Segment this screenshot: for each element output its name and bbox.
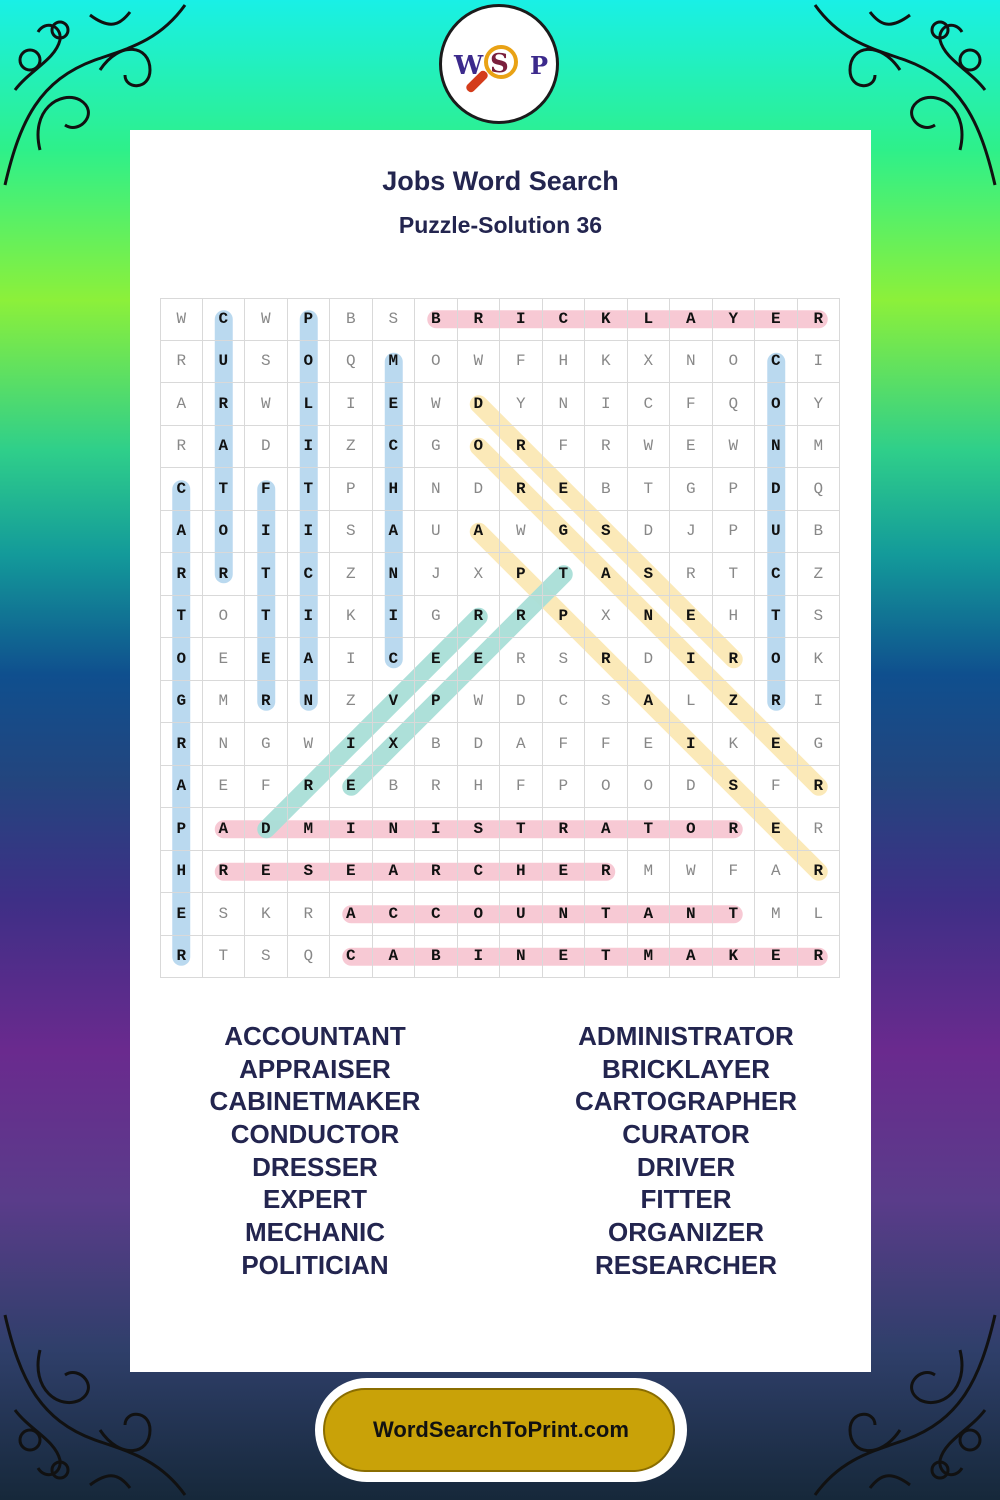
grid-cell[interactable]: M bbox=[798, 426, 841, 469]
site-name: WordSearchToPrint.com bbox=[373, 1417, 629, 1442]
grid-cell[interactable]: R bbox=[585, 851, 628, 894]
grid-cell[interactable]: A bbox=[160, 511, 203, 554]
grid-cell[interactable]: T bbox=[543, 553, 586, 596]
grid-cell[interactable]: E bbox=[755, 936, 798, 979]
grid-cell[interactable]: I bbox=[798, 681, 841, 724]
grid-cell[interactable]: H bbox=[160, 851, 203, 894]
grid-cell[interactable]: U bbox=[203, 341, 246, 384]
grid-cell[interactable]: I bbox=[373, 596, 416, 639]
grid-cell[interactable]: B bbox=[415, 936, 458, 979]
grid-cell[interactable]: D bbox=[628, 511, 671, 554]
grid-cell[interactable]: E bbox=[458, 638, 501, 681]
grid-cell[interactable]: L bbox=[670, 681, 713, 724]
grid-cell[interactable]: T bbox=[713, 893, 756, 936]
grid-cell[interactable]: E bbox=[755, 723, 798, 766]
grid-cell[interactable]: G bbox=[543, 511, 586, 554]
grid-cell[interactable]: T bbox=[628, 468, 671, 511]
grid-cell[interactable]: B bbox=[330, 298, 373, 341]
grid-cell[interactable]: D bbox=[755, 468, 798, 511]
grid-cell[interactable]: N bbox=[628, 596, 671, 639]
grid-cell[interactable]: R bbox=[160, 426, 203, 469]
grid-cell[interactable]: K bbox=[585, 298, 628, 341]
grid-cell[interactable]: D bbox=[458, 468, 501, 511]
word-list-item: CONDUCTOR bbox=[230, 1119, 400, 1150]
grid-cell[interactable]: N bbox=[755, 426, 798, 469]
grid-cell[interactable]: T bbox=[585, 893, 628, 936]
grid-cell[interactable]: D bbox=[500, 681, 543, 724]
grid-cell[interactable]: Q bbox=[798, 468, 841, 511]
grid-cell[interactable]: R bbox=[203, 383, 246, 426]
grid-cell[interactable]: P bbox=[713, 511, 756, 554]
word-list-item: CARTOGRAPHER bbox=[575, 1086, 797, 1117]
grid-cell[interactable]: R bbox=[500, 468, 543, 511]
grid-cell[interactable]: S bbox=[245, 936, 288, 979]
grid-cell[interactable]: E bbox=[543, 936, 586, 979]
grid-cell[interactable]: T bbox=[245, 553, 288, 596]
grid-cell[interactable]: I bbox=[330, 383, 373, 426]
word-list-left bbox=[130, 1020, 500, 1282]
grid-cell[interactable]: H bbox=[458, 766, 501, 809]
grid-cell[interactable]: A bbox=[670, 298, 713, 341]
grid-cell[interactable]: E bbox=[670, 426, 713, 469]
grid-cell[interactable]: P bbox=[500, 553, 543, 596]
grid-cell[interactable]: C bbox=[755, 341, 798, 384]
grid-cell[interactable]: B bbox=[415, 723, 458, 766]
grid-cell[interactable]: C bbox=[373, 638, 416, 681]
grid-cell[interactable]: E bbox=[203, 638, 246, 681]
grid-cell[interactable]: A bbox=[670, 936, 713, 979]
page-subtitle: Puzzle-Solution 36 bbox=[398, 212, 603, 238]
grid-cell[interactable]: O bbox=[458, 893, 501, 936]
grid-cell[interactable]: I bbox=[330, 638, 373, 681]
logo-letter-w: W bbox=[454, 51, 484, 81]
grid-cell[interactable]: E bbox=[160, 893, 203, 936]
grid-cell[interactable]: R bbox=[160, 553, 203, 596]
grid-cell[interactable]: R bbox=[500, 596, 543, 639]
wsp-logo[interactable] bbox=[439, 4, 559, 124]
grid-cell[interactable]: T bbox=[500, 808, 543, 851]
grid-cell[interactable]: S bbox=[245, 341, 288, 384]
grid-cell[interactable]: C bbox=[160, 468, 203, 511]
grid-cell[interactable]: T bbox=[203, 468, 246, 511]
grid-cell[interactable]: Z bbox=[330, 553, 373, 596]
grid-cell[interactable]: I bbox=[330, 808, 373, 851]
grid-cell[interactable]: R bbox=[798, 851, 841, 894]
grid-cell[interactable]: L bbox=[288, 383, 331, 426]
word-search-grid bbox=[160, 298, 840, 978]
grid-cell[interactable]: Z bbox=[713, 681, 756, 724]
grid-cell[interactable]: Q bbox=[288, 936, 331, 979]
grid-cell[interactable]: R bbox=[713, 808, 756, 851]
grid-cell[interactable]: R bbox=[500, 638, 543, 681]
grid-cell[interactable]: W bbox=[500, 511, 543, 554]
grid-cell[interactable]: J bbox=[670, 511, 713, 554]
grid-cell[interactable]: R bbox=[585, 426, 628, 469]
grid-cell[interactable]: H bbox=[713, 596, 756, 639]
grid-cell[interactable]: R bbox=[160, 341, 203, 384]
grid-cell[interactable]: A bbox=[330, 893, 373, 936]
grid-cell[interactable]: R bbox=[160, 936, 203, 979]
grid-cell[interactable]: T bbox=[245, 596, 288, 639]
grid-cell[interactable]: F bbox=[500, 766, 543, 809]
grid-cell[interactable]: D bbox=[458, 383, 501, 426]
grid-cell[interactable]: V bbox=[373, 681, 416, 724]
grid-cell[interactable]: X bbox=[458, 553, 501, 596]
grid-cell[interactable]: R bbox=[458, 298, 501, 341]
grid-cell[interactable]: Y bbox=[713, 298, 756, 341]
grid-cell[interactable]: C bbox=[415, 893, 458, 936]
grid-cell[interactable]: A bbox=[585, 808, 628, 851]
grid-cell[interactable]: E bbox=[373, 383, 416, 426]
grid-cell[interactable]: D bbox=[628, 638, 671, 681]
grid-cell[interactable]: P bbox=[543, 766, 586, 809]
grid-cell[interactable]: T bbox=[203, 936, 246, 979]
grid-cell[interactable]: M bbox=[373, 341, 416, 384]
grid-cell[interactable]: H bbox=[543, 341, 586, 384]
grid-cell[interactable]: F bbox=[713, 851, 756, 894]
word-list-item: DRIVER bbox=[636, 1151, 736, 1182]
grid-cell[interactable]: A bbox=[203, 426, 246, 469]
grid-cell[interactable]: K bbox=[585, 341, 628, 384]
grid-cell[interactable]: N bbox=[670, 341, 713, 384]
word-list-item: ORGANIZER bbox=[608, 1217, 764, 1248]
grid-cell[interactable]: F bbox=[245, 468, 288, 511]
grid-cell[interactable]: R bbox=[670, 553, 713, 596]
grid-cell[interactable]: O bbox=[203, 596, 246, 639]
grid-cell[interactable]: B bbox=[585, 468, 628, 511]
grid-cell[interactable]: S bbox=[628, 553, 671, 596]
grid-cell[interactable]: O bbox=[755, 383, 798, 426]
grid-cell[interactable]: F bbox=[755, 766, 798, 809]
grid-cell[interactable]: C bbox=[755, 553, 798, 596]
grid-cell[interactable]: P bbox=[543, 596, 586, 639]
grid-cell[interactable]: N bbox=[373, 808, 416, 851]
grid-cell[interactable]: N bbox=[670, 893, 713, 936]
grid-cell[interactable]: F bbox=[670, 383, 713, 426]
grid-cell[interactable]: Z bbox=[798, 553, 841, 596]
grid-cell[interactable]: F bbox=[543, 426, 586, 469]
grid-cell[interactable]: G bbox=[415, 596, 458, 639]
grid-cell[interactable]: E bbox=[245, 638, 288, 681]
grid-cell[interactable]: A bbox=[203, 808, 246, 851]
grid-cell[interactable]: R bbox=[203, 553, 246, 596]
grid-cell[interactable]: O bbox=[415, 341, 458, 384]
grid-cell[interactable]: A bbox=[755, 851, 798, 894]
grid-cell[interactable]: R bbox=[798, 936, 841, 979]
grid-cell[interactable]: B bbox=[373, 766, 416, 809]
grid-cell[interactable]: X bbox=[585, 596, 628, 639]
grid-cell[interactable]: W bbox=[628, 426, 671, 469]
grid-cell[interactable]: M bbox=[203, 681, 246, 724]
grid-cell[interactable]: T bbox=[713, 553, 756, 596]
grid-cell[interactable]: G bbox=[245, 723, 288, 766]
grid-cell[interactable]: S bbox=[543, 638, 586, 681]
grid-cell[interactable]: S bbox=[373, 298, 416, 341]
grid-cell[interactable]: R bbox=[798, 808, 841, 851]
word-list-item: CABINETMAKER bbox=[209, 1086, 421, 1117]
grid-cell[interactable]: I bbox=[798, 341, 841, 384]
grid-cell[interactable]: S bbox=[203, 893, 246, 936]
grid-cell[interactable]: R bbox=[713, 638, 756, 681]
grid-cell[interactable]: A bbox=[373, 936, 416, 979]
grid-cell[interactable]: D bbox=[245, 426, 288, 469]
grid-cell[interactable]: O bbox=[628, 766, 671, 809]
grid-cell[interactable]: E bbox=[670, 596, 713, 639]
grid-cell[interactable]: C bbox=[628, 383, 671, 426]
grid-cell[interactable]: M bbox=[628, 851, 671, 894]
grid-cell[interactable]: P bbox=[713, 468, 756, 511]
logo-letter-p: P bbox=[530, 51, 549, 80]
grid-cell[interactable]: A bbox=[160, 766, 203, 809]
grid-cell[interactable]: W bbox=[288, 723, 331, 766]
grid-cell[interactable]: A bbox=[373, 511, 416, 554]
grid-cell[interactable]: B bbox=[798, 511, 841, 554]
grid-cell[interactable]: Z bbox=[330, 681, 373, 724]
word-list-item: ACCOUNTANT bbox=[224, 1021, 406, 1051]
grid-cell[interactable]: O bbox=[160, 638, 203, 681]
grid-cell[interactable]: O bbox=[670, 808, 713, 851]
grid-cell[interactable]: S bbox=[288, 851, 331, 894]
grid-cell[interactable]: T bbox=[160, 596, 203, 639]
grid-cell[interactable]: W bbox=[245, 383, 288, 426]
grid-cell[interactable]: O bbox=[755, 638, 798, 681]
grid-cell[interactable]: R bbox=[500, 426, 543, 469]
grid-cell[interactable]: K bbox=[245, 893, 288, 936]
grid-cell[interactable]: O bbox=[585, 766, 628, 809]
grid-cell[interactable]: Y bbox=[798, 383, 841, 426]
grid-cell[interactable]: C bbox=[330, 936, 373, 979]
grid-cell[interactable]: C bbox=[458, 851, 501, 894]
grid-cell[interactable]: S bbox=[330, 511, 373, 554]
grid-cell[interactable]: E bbox=[755, 298, 798, 341]
grid-cell[interactable]: N bbox=[500, 936, 543, 979]
grid-cell[interactable]: F bbox=[543, 723, 586, 766]
grid-cell[interactable]: R bbox=[160, 723, 203, 766]
grid-cell[interactable]: E bbox=[330, 851, 373, 894]
word-list-item: EXPERT bbox=[262, 1184, 368, 1215]
grid-cell[interactable]: R bbox=[245, 681, 288, 724]
grid-cell[interactable]: I bbox=[288, 426, 331, 469]
grid-cell[interactable]: S bbox=[798, 596, 841, 639]
word-list-right bbox=[501, 1020, 871, 1282]
grid-cell[interactable]: A bbox=[160, 383, 203, 426]
grid-cell[interactable]: K bbox=[713, 723, 756, 766]
grid-cell[interactable]: A bbox=[500, 723, 543, 766]
grid-cell[interactable]: I bbox=[458, 936, 501, 979]
grid-cell[interactable]: Y bbox=[500, 383, 543, 426]
grid-cell[interactable]: R bbox=[288, 893, 331, 936]
word-list-item: BRICKLAYER bbox=[601, 1053, 771, 1084]
grid-cell[interactable]: E bbox=[543, 468, 586, 511]
word-list-item: MECHANIC bbox=[244, 1217, 386, 1248]
logo-letter-s: S bbox=[490, 49, 509, 79]
grid-cell[interactable]: Z bbox=[330, 426, 373, 469]
word-list-item: CURATOR bbox=[622, 1119, 750, 1150]
grid-cell[interactable]: G bbox=[415, 426, 458, 469]
grid-cell[interactable]: D bbox=[670, 766, 713, 809]
grid-cell[interactable]: E bbox=[543, 851, 586, 894]
grid-cell[interactable]: T bbox=[288, 468, 331, 511]
letter-cells bbox=[160, 298, 840, 978]
grid-cell[interactable]: S bbox=[585, 511, 628, 554]
grid-cell[interactable]: T bbox=[585, 936, 628, 979]
grid-cell[interactable]: N bbox=[415, 468, 458, 511]
grid-cell[interactable]: M bbox=[288, 808, 331, 851]
grid-cell[interactable]: I bbox=[585, 383, 628, 426]
grid-cell[interactable]: B bbox=[415, 298, 458, 341]
grid-cell[interactable]: E bbox=[203, 766, 246, 809]
grid-cell[interactable]: C bbox=[373, 426, 416, 469]
grid-cell[interactable]: T bbox=[628, 808, 671, 851]
grid-cell[interactable]: I bbox=[415, 808, 458, 851]
grid-cell[interactable]: R bbox=[203, 851, 246, 894]
grid-cell[interactable]: I bbox=[245, 511, 288, 554]
grid-cell[interactable]: R bbox=[458, 596, 501, 639]
grid-cell[interactable]: C bbox=[543, 681, 586, 724]
grid-cell[interactable]: W bbox=[415, 383, 458, 426]
grid-cell[interactable]: E bbox=[245, 851, 288, 894]
grid-cell[interactable]: P bbox=[415, 681, 458, 724]
grid-cell[interactable]: A bbox=[288, 638, 331, 681]
grid-cell[interactable]: W bbox=[458, 341, 501, 384]
grid-cell[interactable]: A bbox=[585, 553, 628, 596]
grid-cell[interactable]: H bbox=[373, 468, 416, 511]
grid-cell[interactable]: Q bbox=[330, 341, 373, 384]
puzzle-sheet bbox=[130, 130, 871, 1372]
grid-cell[interactable]: I bbox=[330, 723, 373, 766]
grid-cell[interactable]: D bbox=[245, 808, 288, 851]
grid-cell[interactable]: A bbox=[373, 851, 416, 894]
grid-cell[interactable]: S bbox=[713, 766, 756, 809]
grid-cell[interactable]: Q bbox=[713, 383, 756, 426]
grid-cell[interactable]: U bbox=[500, 893, 543, 936]
word-list-item: APPRAISER bbox=[239, 1053, 391, 1084]
grid-cell[interactable]: K bbox=[713, 936, 756, 979]
grid-cell[interactable]: W bbox=[670, 851, 713, 894]
grid-cell[interactable]: N bbox=[203, 723, 246, 766]
grid-cell[interactable]: E bbox=[628, 723, 671, 766]
grid-cell[interactable]: O bbox=[713, 341, 756, 384]
grid-cell[interactable]: A bbox=[458, 511, 501, 554]
site-badge[interactable] bbox=[315, 1378, 687, 1482]
grid-cell[interactable]: M bbox=[755, 893, 798, 936]
grid-cell[interactable]: E bbox=[755, 808, 798, 851]
grid-cell[interactable]: R bbox=[798, 766, 841, 809]
grid-cell[interactable]: L bbox=[628, 298, 671, 341]
grid-cell[interactable]: I bbox=[500, 298, 543, 341]
grid-cell[interactable]: O bbox=[203, 511, 246, 554]
word-list-item: DRESSER bbox=[252, 1151, 378, 1182]
grid-cell[interactable]: A bbox=[628, 893, 671, 936]
grid-cell[interactable]: A bbox=[628, 681, 671, 724]
grid-cell[interactable]: C bbox=[373, 893, 416, 936]
grid-cell[interactable]: H bbox=[500, 851, 543, 894]
grid-cell[interactable]: R bbox=[288, 766, 331, 809]
grid-cell[interactable]: C bbox=[203, 298, 246, 341]
grid-cell[interactable]: U bbox=[415, 511, 458, 554]
grid-cell[interactable]: N bbox=[373, 553, 416, 596]
grid-cell[interactable]: X bbox=[628, 341, 671, 384]
grid-cell[interactable]: R bbox=[415, 851, 458, 894]
grid-cell[interactable]: R bbox=[585, 638, 628, 681]
grid-cell[interactable]: C bbox=[288, 553, 331, 596]
grid-cell[interactable]: P bbox=[160, 808, 203, 851]
grid-cell[interactable]: P bbox=[330, 468, 373, 511]
site-button[interactable] bbox=[323, 1388, 675, 1472]
grid-cell[interactable]: L bbox=[798, 893, 841, 936]
grid-cell[interactable]: K bbox=[798, 638, 841, 681]
grid-cell[interactable]: G bbox=[670, 468, 713, 511]
grid-cell[interactable]: R bbox=[798, 298, 841, 341]
grid-cell[interactable]: S bbox=[458, 808, 501, 851]
word-list-item: RESEARCHER bbox=[594, 1249, 778, 1280]
grid-cell[interactable]: T bbox=[755, 596, 798, 639]
grid-cell[interactable]: F bbox=[585, 723, 628, 766]
grid-cell[interactable]: X bbox=[373, 723, 416, 766]
grid-cell[interactable]: O bbox=[458, 426, 501, 469]
grid-cell[interactable]: N bbox=[543, 383, 586, 426]
grid-cell[interactable]: E bbox=[330, 766, 373, 809]
grid-cell[interactable]: G bbox=[160, 681, 203, 724]
grid-cell[interactable]: W bbox=[245, 298, 288, 341]
grid-cell[interactable]: N bbox=[543, 893, 586, 936]
word-list-item: ADMINISTRATOR bbox=[578, 1021, 794, 1051]
grid-cell[interactable]: F bbox=[500, 341, 543, 384]
grid-cell[interactable]: W bbox=[713, 426, 756, 469]
grid-cell[interactable]: R bbox=[543, 808, 586, 851]
grid-cell[interactable]: N bbox=[288, 681, 331, 724]
word-list-item: FITTER bbox=[640, 1184, 732, 1215]
grid-cell[interactable]: O bbox=[288, 341, 331, 384]
grid-cell[interactable]: K bbox=[330, 596, 373, 639]
grid-cell[interactable]: S bbox=[585, 681, 628, 724]
grid-cell[interactable]: P bbox=[288, 298, 331, 341]
grid-cell[interactable]: I bbox=[288, 511, 331, 554]
grid-cell[interactable]: F bbox=[245, 766, 288, 809]
grid-cell[interactable]: R bbox=[755, 681, 798, 724]
grid-cell[interactable]: D bbox=[458, 723, 501, 766]
grid-cell[interactable]: C bbox=[543, 298, 586, 341]
grid-cell[interactable]: I bbox=[670, 638, 713, 681]
grid-cell[interactable]: M bbox=[628, 936, 671, 979]
word-list-item: POLITICIAN bbox=[241, 1249, 389, 1280]
grid-cell[interactable]: W bbox=[160, 298, 203, 341]
grid-cell[interactable]: G bbox=[798, 723, 841, 766]
grid-cell[interactable]: R bbox=[415, 766, 458, 809]
grid-cell[interactable]: I bbox=[670, 723, 713, 766]
page-title: Jobs Word Search bbox=[382, 166, 619, 196]
grid-cell[interactable]: E bbox=[415, 638, 458, 681]
grid-cell[interactable]: I bbox=[288, 596, 331, 639]
grid-cell[interactable]: W bbox=[458, 681, 501, 724]
grid-cell[interactable]: J bbox=[415, 553, 458, 596]
grid-cell[interactable]: U bbox=[755, 511, 798, 554]
